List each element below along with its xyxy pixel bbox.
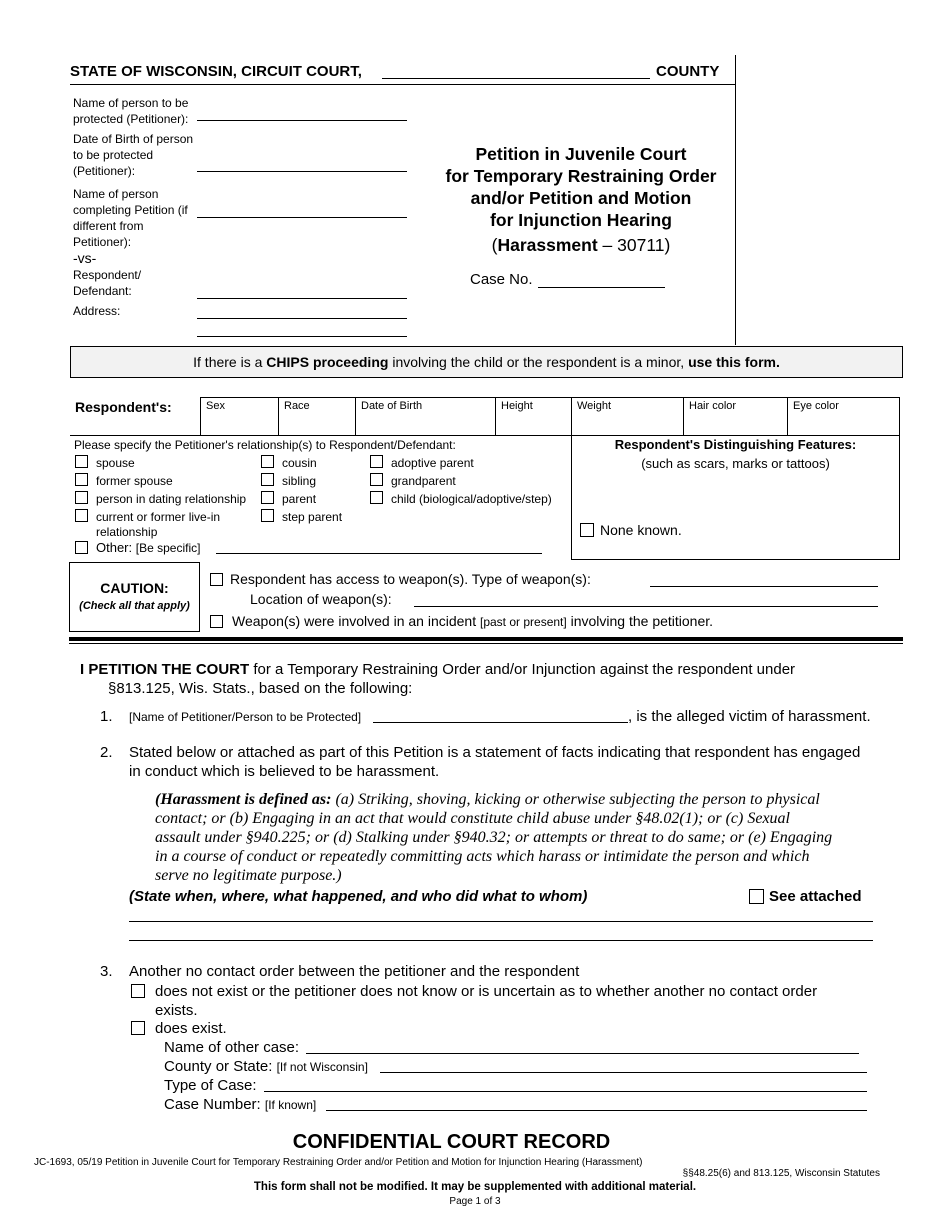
address-field-1[interactable] xyxy=(197,318,407,319)
other-field[interactable] xyxy=(216,553,542,554)
former-spouse-checkbox[interactable] xyxy=(75,473,88,486)
form-id: JC-1693, 05/19 Petition in Juvenile Court for Temporary Restraining Order and/or Petition and Motion for Injunction Hearing (Harassment) xyxy=(34,1157,643,1168)
caution-box xyxy=(69,562,200,632)
weapons-access-label: Respondent has access to weapon(s). Type of weapon(s): xyxy=(230,571,591,587)
weapons-incident-checkbox[interactable] xyxy=(210,615,223,628)
item2-number: 2. xyxy=(100,744,113,761)
no-order-label-1: does not exist or the petitioner does not know or is uncertain as to whether another no contact order xyxy=(155,983,818,1000)
respondents-label: Respondent's: xyxy=(75,399,172,415)
respondent-label: Respondent/ Defendant: xyxy=(73,268,142,298)
item2-line2: in conduct which is believed to be harassment. xyxy=(129,763,440,780)
relationship-prompt: Please specify the Petitioner's relationship(s) to Respondent/Defendant: xyxy=(74,438,456,452)
case-number-label: Case Number: [If known] xyxy=(164,1096,317,1113)
subtitle-type: Harassment xyxy=(497,235,598,255)
parent-label: parent xyxy=(282,492,317,506)
step-parent-label: step parent xyxy=(282,510,343,524)
no-order-label-2: exists. xyxy=(155,1002,198,1019)
respondent-field[interactable] xyxy=(197,298,407,299)
weapon-type-field[interactable] xyxy=(650,586,878,587)
see-attached-checkbox[interactable] xyxy=(749,889,764,904)
case-no-label: Case No. xyxy=(470,271,533,288)
type-of-case-field[interactable] xyxy=(264,1091,867,1092)
statement-line-1[interactable] xyxy=(129,921,873,922)
weapons-access-checkbox[interactable] xyxy=(210,573,223,586)
features-box[interactable] xyxy=(571,435,900,560)
features-subtitle: (such as scars, marks or tattoos) xyxy=(641,456,830,471)
parent-checkbox[interactable] xyxy=(261,491,274,504)
item1-text: , is the alleged victim of harassment. xyxy=(628,708,871,725)
grandparent-label: grandparent xyxy=(391,474,456,488)
dob-label: Date of Birth of person to be protected (Petitioner): xyxy=(73,132,194,178)
confidential-record: CONFIDENTIAL COURT RECORD xyxy=(292,1131,611,1153)
title-line-2: for Temporary Restraining Order xyxy=(445,166,717,186)
statement-line-2[interactable] xyxy=(129,940,873,941)
sibling-checkbox[interactable] xyxy=(261,473,274,486)
item2-line1: Stated below or attached as part of this Petition is a statement of facts indicating that respondent has engaged xyxy=(129,744,861,761)
adoptive-parent-checkbox[interactable] xyxy=(370,455,383,468)
col-weight[interactable]: Weight xyxy=(571,397,683,435)
item1-hint: [Name of Petitioner/Person to be Protected] xyxy=(129,710,362,724)
col-hair-color[interactable]: Hair color xyxy=(683,397,787,435)
no-order-checkbox[interactable] xyxy=(131,984,145,998)
caution-subtitle: (Check all that apply) xyxy=(79,600,190,612)
adoptive-parent-label: adoptive parent xyxy=(391,456,474,470)
form-title xyxy=(420,143,742,231)
dating-checkbox[interactable] xyxy=(75,491,88,504)
petitioner-label: Name of person to be protected (Petitioner): xyxy=(73,96,189,126)
case-no-field[interactable] xyxy=(538,287,665,288)
county-state-field[interactable] xyxy=(380,1072,867,1073)
cousin-label: cousin xyxy=(282,456,317,470)
other-label: Other: [Be specific] xyxy=(96,540,201,555)
col-eye-color[interactable]: Eye color xyxy=(787,397,900,435)
other-case-name-label: Name of other case: xyxy=(164,1039,300,1056)
spouse-checkbox[interactable] xyxy=(75,455,88,468)
weapons-incident-label: Weapon(s) were involved in an incident [past or present] involving the petitioner. xyxy=(232,613,714,629)
item3-number: 3. xyxy=(100,963,113,980)
title-line-4: for Injunction Hearing xyxy=(490,210,672,230)
col-race[interactable]: Race xyxy=(278,397,355,435)
page-number: Page 1 of 3 xyxy=(449,1196,501,1207)
none-known-label: None known. xyxy=(600,522,682,538)
case-number-field[interactable] xyxy=(326,1110,867,1111)
dating-label: person in dating relationship xyxy=(96,492,247,506)
weapon-location-field[interactable] xyxy=(414,606,878,607)
former-spouse-label: former spouse xyxy=(96,474,173,488)
petition-intro: I PETITION THE COURT for a Temporary Restraining Order and/or Injunction against the respondent under xyxy=(80,661,796,678)
caution-title: CAUTION: xyxy=(100,580,169,596)
section-divider xyxy=(69,637,903,641)
other-case-name-field[interactable] xyxy=(306,1053,859,1054)
see-attached-label: See attached xyxy=(769,888,862,905)
victim-name-field[interactable] xyxy=(373,722,628,723)
address-label: Address: xyxy=(73,304,121,318)
header-rule xyxy=(70,84,735,85)
completer-field[interactable] xyxy=(197,217,407,218)
col-dob[interactable]: Date of Birth xyxy=(355,397,495,435)
title-line-3: and/or Petition and Motion xyxy=(470,188,692,208)
court-line: STATE OF WISCONSIN, CIRCUIT COURT, xyxy=(70,63,362,80)
weapons-location-label: Location of weapon(s): xyxy=(250,591,392,607)
title-line-1: Petition in Juvenile Court xyxy=(475,144,687,164)
child-checkbox[interactable] xyxy=(370,491,383,504)
spouse-label: spouse xyxy=(96,456,135,470)
features-title: Respondent's Distinguishing Features: xyxy=(614,437,857,452)
order-exists-checkbox[interactable] xyxy=(131,1021,145,1035)
item3-text: Another no contact order between the petitioner and the respondent xyxy=(129,963,580,980)
petition-intro-line2: §813.125, Wis. Stats., based on the following: xyxy=(108,680,413,697)
none-known-checkbox[interactable] xyxy=(580,523,594,537)
county-state-label: County or State: [If not Wisconsin] xyxy=(164,1058,368,1075)
grandparent-checkbox[interactable] xyxy=(370,473,383,486)
col-height[interactable]: Height xyxy=(495,397,571,435)
completer-label: Name of person completing Petition (if different from Petitioner): xyxy=(73,187,188,249)
other-checkbox[interactable] xyxy=(75,541,88,554)
dob-field[interactable] xyxy=(197,171,407,172)
sibling-label: sibling xyxy=(282,474,317,488)
cousin-checkbox[interactable] xyxy=(261,455,274,468)
live-in-checkbox[interactable] xyxy=(75,509,88,522)
petitioner-field[interactable] xyxy=(197,120,407,121)
step-parent-checkbox[interactable] xyxy=(261,509,274,522)
section-divider-thin xyxy=(69,643,903,644)
live-in-label: current or former live-in relationship xyxy=(96,510,221,539)
form-subtitle: (Harassment – 30711) xyxy=(491,235,671,255)
item1-number: 1. xyxy=(100,708,113,725)
county-field[interactable] xyxy=(382,78,650,79)
county-label: COUNTY xyxy=(656,63,720,80)
child-label: child (biological/adoptive/step) xyxy=(391,492,552,506)
statutes: §§48.25(6) and 813.125, Wisconsin Statutes xyxy=(682,1168,880,1179)
modification-notice: This form shall not be modified. It may be supplemented with additional material. xyxy=(253,1181,697,1193)
chips-notice: If there is a CHIPS proceeding involving the child or the respondent is a minor, use this form. xyxy=(70,346,903,378)
col-sex[interactable]: Sex xyxy=(200,397,278,435)
address-field-2[interactable] xyxy=(197,336,407,337)
type-of-case-label: Type of Case: xyxy=(164,1077,257,1094)
order-exists-label: does exist. xyxy=(155,1020,227,1037)
state-when-label: (State when, where, what happened, and who did what to whom) xyxy=(129,888,588,905)
vs-label: -vs- xyxy=(73,250,97,266)
harassment-definition: (Harassment is defined as: (a) Striking, shoving, kicking or otherwise subjecting the person to physical contact; or (b) Engaging in an act that would constitute child abuse under §48.02(1); or (c) Sexual assault under §940.225; or (d) Stalking under §940.32; or attempts or threat to do same; or (e) Engaging in a course of conduct or repeatedly committing acts which harass or intimidate the person and which serve no legitimate purpose.) xyxy=(155,791,833,884)
